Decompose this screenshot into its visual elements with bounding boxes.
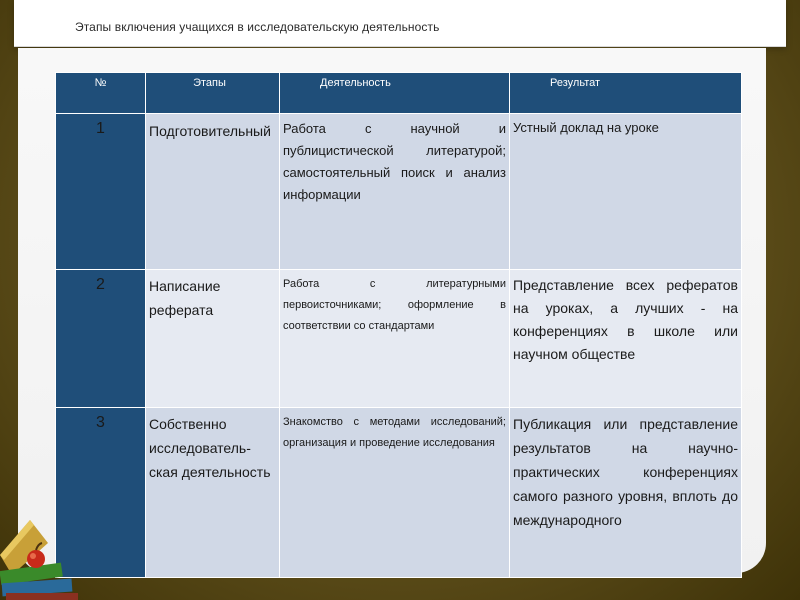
header-result: Результат <box>510 73 742 114</box>
result-text: Устный доклад на уроке <box>513 120 659 135</box>
activity-cell <box>280 114 510 270</box>
activity-text: Знакомство с методами исследований; организация и проведение исследования <box>283 416 506 449</box>
activity-cell <box>280 408 510 578</box>
books-apple-icon <box>0 515 80 600</box>
table-row <box>56 270 742 408</box>
activity-text: Работа с литературными первоисточниками; оформление в соответствии со стандартами <box>283 278 506 332</box>
table-row <box>56 114 742 270</box>
table-row <box>56 408 742 578</box>
stages-table <box>55 72 742 578</box>
slide-title: Этапы включения учащихся в исследовательскую деятельность <box>75 20 440 34</box>
stage-text: Собственно исследователь-ская деятельность <box>149 416 271 480</box>
activity-text: Работа с научной и публицистической литературой; самостоятельный поиск и анализ информации <box>283 121 506 202</box>
row-number: 1 <box>56 114 146 270</box>
stage-cell <box>146 408 280 578</box>
stage-text: Подготовительный <box>149 123 271 139</box>
result-text: Представление всех рефератов на уроках, а лучших - на конференциях в школе или научном обществе <box>513 277 738 362</box>
result-cell <box>510 408 742 578</box>
header-stage: Этапы <box>146 73 280 114</box>
row-number: 3 <box>56 408 146 578</box>
result-cell <box>510 114 742 270</box>
header-activity: Деятельность <box>280 73 510 114</box>
stage-cell <box>146 114 280 270</box>
slide-header-bar <box>14 0 786 47</box>
stage-cell <box>146 270 280 408</box>
table-header-row <box>56 73 742 114</box>
result-text: Публикация или представление результатов на научно-практических конференциях самого разного уровня, вплоть до международного <box>513 416 738 528</box>
result-cell <box>510 270 742 408</box>
stage-text: Написание реферата <box>149 278 221 318</box>
row-number: 2 <box>56 270 146 408</box>
header-num: № <box>56 73 146 114</box>
activity-cell <box>280 270 510 408</box>
